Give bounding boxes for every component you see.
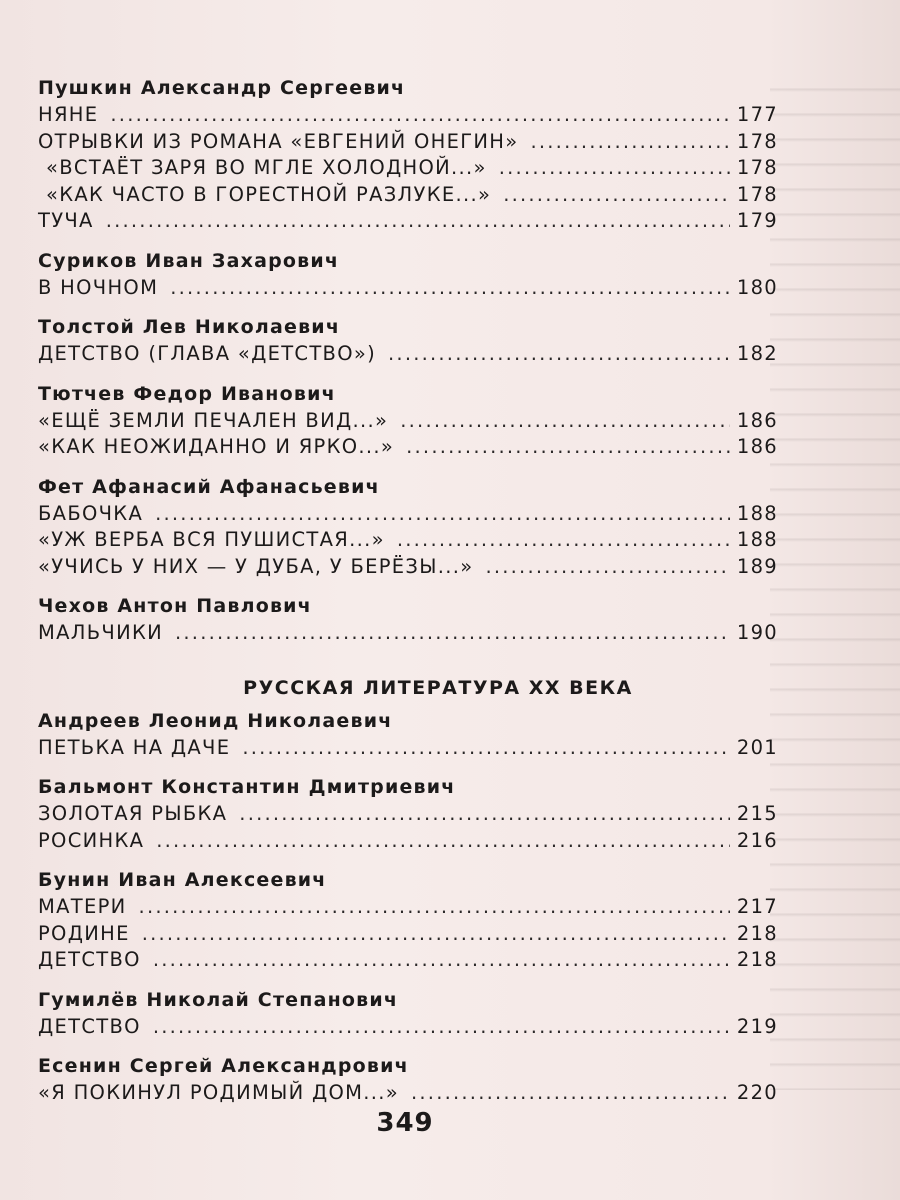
author-name: Андреев Леонид Николаевич [38, 709, 393, 732]
dot-leader [485, 554, 730, 581]
entry-title: ЗОЛОТАЯ РЫБКА [38, 802, 228, 825]
author-name: Суриков Иван Захарович [38, 249, 340, 272]
entry-title: «Я ПОКИНУЛ РОДИМЫЙ ДОМ...» [38, 1081, 400, 1104]
author-name: Тютчев Федор Иванович [38, 382, 336, 405]
entry-title: «УЧИСЬ У НИХ — У ДУБА, У БЕРЁЗЫ...» [38, 554, 474, 578]
entry-page-number: 190 [736, 621, 778, 644]
entry-title: «КАК НЕОЖИДАННО И ЯРКО...» [38, 435, 395, 458]
entry-title: ДЕТСТВО (ГЛАВА «ДЕТСТВО») [38, 342, 377, 365]
dot-leader [406, 434, 730, 461]
dot-leader [106, 208, 730, 235]
toc-entry [38, 408, 778, 435]
dot-leader [411, 1080, 730, 1107]
dot-leader [142, 921, 730, 948]
toc-entry [38, 102, 778, 129]
entry-title: БАБОЧКА [38, 501, 144, 525]
entry-page-number: 217 [736, 895, 778, 918]
author-name: Гумилёв Николай Степанович [38, 988, 399, 1011]
entry-title: «ВСТАЁТ ЗАРЯ ВО МГЛЕ ХОЛОДНОЙ...» [46, 156, 487, 179]
entry-title: МАЛЬЧИКИ [38, 621, 163, 644]
toc-entry [38, 1080, 778, 1107]
entry-page-number: 180 [736, 275, 778, 299]
toc-entry [38, 735, 778, 762]
toc-entry [38, 434, 778, 461]
toc-group-after [38, 707, 778, 1107]
author-name: Есенин Сергей Александрович [38, 1055, 409, 1077]
entry-page-number: 178 [736, 182, 778, 206]
dot-leader [155, 501, 730, 528]
toc-entry [38, 1014, 778, 1041]
entry-title: ДЕТСТВО [38, 1014, 141, 1038]
entry-page-number: 182 [736, 342, 778, 365]
entry-page-number: 216 [736, 828, 778, 852]
toc-entry [38, 129, 778, 156]
dot-leader [139, 894, 730, 921]
entry-title: «УЖ ВЕРБА ВСЯ ПУШИСТАЯ...» [38, 528, 385, 551]
section-heading: РУССКАЯ ЛИТЕРАТУРА XX ВЕКА [243, 676, 633, 699]
entry-page-number: 178 [736, 156, 778, 179]
entry-title: МАТЕРИ [38, 895, 127, 918]
author-name: Толстой Лев Николаевич [38, 316, 341, 338]
author-name: Чехов Антон Павлович [38, 595, 312, 617]
entry-page-number: 188 [736, 528, 778, 551]
entry-title: ДЕТСТВО [38, 948, 141, 971]
dot-leader [153, 947, 730, 974]
entry-title: «КАК ЧАСТО В ГОРЕСТНОЙ РАЗЛУКЕ...» [46, 182, 492, 206]
dot-leader [110, 102, 730, 129]
entry-page-number: 179 [736, 209, 778, 232]
entry-page-number: 218 [736, 948, 778, 971]
toc-entry [38, 208, 778, 235]
toc-entry [38, 801, 778, 828]
dot-leader [400, 408, 730, 435]
entry-title: ОТРЫВКИ ИЗ РОМАНА «ЕВГЕНИЙ ОНЕГИН» [38, 129, 519, 153]
toc-entry [38, 341, 778, 368]
toc-entry [38, 554, 778, 581]
dot-leader [156, 828, 730, 855]
dot-leader [503, 182, 730, 209]
author-name: Бунин Иван Алексеевич [38, 869, 327, 891]
show-through-text [770, 70, 900, 1090]
dot-leader [499, 155, 730, 182]
toc-entry [38, 182, 778, 209]
toc-entry [38, 275, 778, 302]
toc-entry [38, 894, 778, 921]
author-name: Бальмонт Константин Дмитриевич [38, 776, 456, 798]
entry-title: РОДИНЕ [38, 921, 130, 945]
entry-title: ТУЧА [38, 209, 94, 232]
entry-page-number: 218 [736, 921, 778, 945]
toc-entry [38, 527, 778, 554]
dot-leader [388, 341, 730, 368]
dot-leader [239, 801, 730, 828]
entry-title: «ЕЩЁ ЗЕМЛИ ПЕЧАЛЕН ВИД...» [38, 408, 389, 432]
entry-title: НЯНЕ [38, 103, 99, 126]
toc-entry [38, 828, 778, 855]
dot-leader [397, 527, 730, 554]
entry-page-number: 189 [736, 554, 778, 578]
dot-leader [175, 620, 730, 647]
entry-page-number: 201 [736, 735, 778, 759]
entry-page-number: 220 [736, 1081, 778, 1104]
page-number: 349 [376, 1108, 434, 1138]
toc-entry [38, 501, 778, 528]
toc-entry [38, 921, 778, 948]
toc-entry [38, 155, 778, 182]
entry-page-number: 178 [736, 129, 778, 153]
toc-entry [38, 620, 778, 647]
dot-leader [530, 129, 730, 156]
table-of-contents [38, 74, 778, 1107]
dot-leader [153, 1014, 730, 1041]
author-name: Пушкин Александр Сергеевич [38, 77, 406, 99]
entry-page-number: 215 [736, 802, 778, 825]
author-name: Фет Афанасий Афанасьевич [38, 475, 380, 498]
dot-leader [170, 275, 730, 302]
entry-page-number: 177 [736, 103, 778, 126]
entry-page-number: 186 [736, 408, 778, 432]
toc-entry [38, 947, 778, 974]
entry-page-number: 186 [736, 435, 778, 458]
entry-title: ПЕТЬКА НА ДАЧЕ [38, 735, 231, 759]
toc-group-before [38, 74, 778, 647]
entry-page-number: 219 [736, 1014, 778, 1038]
entry-title: В НОЧНОМ [38, 275, 159, 299]
dot-leader [242, 735, 730, 762]
entry-title: РОСИНКА [38, 828, 145, 852]
entry-page-number: 188 [736, 501, 778, 525]
